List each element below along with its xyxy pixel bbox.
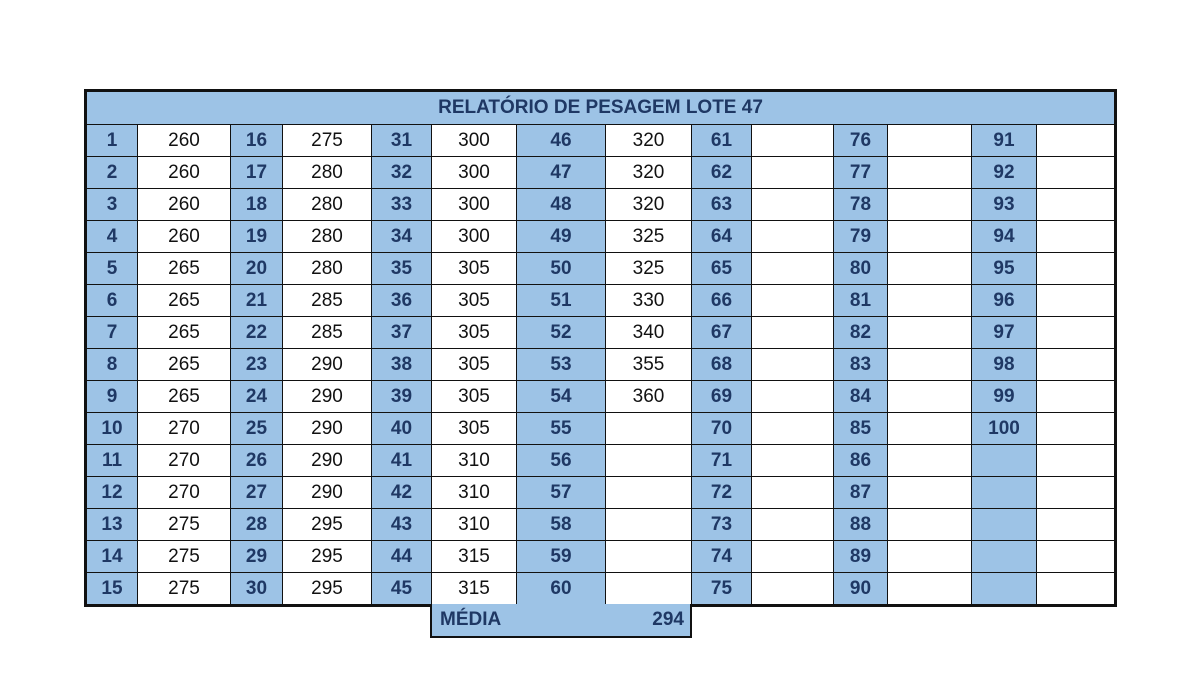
- animal-number-cell: 17: [231, 157, 283, 189]
- weight-cell: [888, 349, 972, 381]
- weight-cell: 310: [432, 445, 517, 477]
- table-row: [87, 349, 1115, 381]
- animal-number-cell: 71: [692, 445, 752, 477]
- animal-number-cell: 21: [231, 285, 283, 317]
- animal-number-cell: 87: [834, 477, 888, 509]
- weight-cell: 300: [432, 189, 517, 221]
- weight-cell: [1037, 541, 1115, 573]
- table-row: [87, 509, 1115, 541]
- weight-cell: 315: [432, 541, 517, 573]
- weight-cell: [888, 253, 972, 285]
- weight-cell: 310: [432, 477, 517, 509]
- table-row: [87, 573, 1115, 605]
- weight-cell: 305: [432, 317, 517, 349]
- animal-number-cell: 35: [372, 253, 432, 285]
- animal-number-cell: 26: [231, 445, 283, 477]
- table-row: [87, 477, 1115, 509]
- weight-cell: 265: [138, 381, 231, 413]
- animal-number-cell: 24: [231, 381, 283, 413]
- weight-cell: 270: [138, 413, 231, 445]
- animal-number-cell: 20: [231, 253, 283, 285]
- animal-number-cell: 10: [87, 413, 138, 445]
- weight-cell: 280: [283, 189, 372, 221]
- weight-cell: 290: [283, 381, 372, 413]
- animal-number-cell: 78: [834, 189, 888, 221]
- weight-cell: 280: [283, 221, 372, 253]
- animal-number-cell: 69: [692, 381, 752, 413]
- animal-number-cell: 41: [372, 445, 432, 477]
- average-label: MÉDIA: [440, 609, 502, 630]
- weight-cell: [752, 349, 834, 381]
- animal-number-cell: 64: [692, 221, 752, 253]
- weight-cell: 270: [138, 477, 231, 509]
- animal-number-cell: 89: [834, 541, 888, 573]
- animal-number-cell: 92: [972, 157, 1037, 189]
- weight-cell: [752, 413, 834, 445]
- weight-cell: [752, 509, 834, 541]
- weight-cell: 300: [432, 125, 517, 157]
- weight-cell: 315: [432, 573, 517, 605]
- weight-cell: 290: [283, 445, 372, 477]
- animal-number-cell: 62: [692, 157, 752, 189]
- animal-number-cell: 56: [517, 445, 606, 477]
- weight-cell: [1037, 253, 1115, 285]
- animal-number-cell: 39: [372, 381, 432, 413]
- animal-number-cell: 93: [972, 189, 1037, 221]
- animal-number-cell: 96: [972, 285, 1037, 317]
- animal-number-cell: 8: [87, 349, 138, 381]
- animal-number-cell: 91: [972, 125, 1037, 157]
- weight-cell: 305: [432, 285, 517, 317]
- weight-cell: [888, 477, 972, 509]
- weight-cell: [752, 125, 834, 157]
- animal-number-cell: [972, 445, 1037, 477]
- animal-number-cell: 74: [692, 541, 752, 573]
- weight-cell: [888, 541, 972, 573]
- animal-number-cell: 97: [972, 317, 1037, 349]
- animal-number-cell: 59: [517, 541, 606, 573]
- weight-cell: 275: [283, 125, 372, 157]
- animal-number-cell: 66: [692, 285, 752, 317]
- weight-cell: 265: [138, 349, 231, 381]
- animal-number-cell: 37: [372, 317, 432, 349]
- animal-number-cell: 9: [87, 381, 138, 413]
- weight-cell: 285: [283, 317, 372, 349]
- weight-cell: 295: [283, 541, 372, 573]
- animal-number-cell: 84: [834, 381, 888, 413]
- weight-cell: 290: [283, 349, 372, 381]
- animal-number-cell: 94: [972, 221, 1037, 253]
- animal-number-cell: 77: [834, 157, 888, 189]
- weight-cell: 260: [138, 157, 231, 189]
- weight-cell: [752, 285, 834, 317]
- animal-number-cell: 88: [834, 509, 888, 541]
- table-row: [87, 189, 1115, 221]
- animal-number-cell: 100: [972, 413, 1037, 445]
- table-row: [87, 381, 1115, 413]
- weight-cell: [888, 189, 972, 221]
- weight-cell: 280: [283, 253, 372, 285]
- weight-cell: [752, 541, 834, 573]
- table-row: [87, 413, 1115, 445]
- animal-number-cell: 81: [834, 285, 888, 317]
- animal-number-cell: 57: [517, 477, 606, 509]
- animal-number-cell: 98: [972, 349, 1037, 381]
- weight-cell: 320: [606, 157, 692, 189]
- weight-cell: [1037, 413, 1115, 445]
- weight-cell: [888, 509, 972, 541]
- animal-number-cell: 23: [231, 349, 283, 381]
- table-row: [87, 125, 1115, 157]
- animal-number-cell: 58: [517, 509, 606, 541]
- animal-number-cell: 68: [692, 349, 752, 381]
- animal-number-cell: 45: [372, 573, 432, 605]
- weight-cell: [606, 477, 692, 509]
- weight-cell: [1037, 509, 1115, 541]
- animal-number-cell: 55: [517, 413, 606, 445]
- animal-number-cell: 46: [517, 125, 606, 157]
- animal-number-cell: 63: [692, 189, 752, 221]
- animal-number-cell: 73: [692, 509, 752, 541]
- weight-cell: [752, 381, 834, 413]
- table-row: [87, 253, 1115, 285]
- weight-cell: 265: [138, 285, 231, 317]
- weight-cell: 260: [138, 221, 231, 253]
- animal-number-cell: [972, 509, 1037, 541]
- weight-cell: [888, 157, 972, 189]
- animal-number-cell: 60: [517, 573, 606, 605]
- table-row: [87, 445, 1115, 477]
- weight-cell: [1037, 445, 1115, 477]
- weight-cell: [752, 573, 834, 605]
- weight-cell: [888, 573, 972, 605]
- weight-cell: 275: [138, 573, 231, 605]
- animal-number-cell: 90: [834, 573, 888, 605]
- weight-cell: [1037, 125, 1115, 157]
- weight-cell: [888, 285, 972, 317]
- animal-number-cell: 48: [517, 189, 606, 221]
- animal-number-cell: 30: [231, 573, 283, 605]
- animal-number-cell: 36: [372, 285, 432, 317]
- weight-cell: 320: [606, 125, 692, 157]
- weight-cell: 340: [606, 317, 692, 349]
- animal-number-cell: [972, 573, 1037, 605]
- animal-number-cell: 25: [231, 413, 283, 445]
- animal-number-cell: 75: [692, 573, 752, 605]
- animal-number-cell: 99: [972, 381, 1037, 413]
- weight-cell: 330: [606, 285, 692, 317]
- weight-cell: 280: [283, 157, 372, 189]
- table-row: [87, 285, 1115, 317]
- weight-cell: 305: [432, 413, 517, 445]
- weight-cell: 305: [432, 253, 517, 285]
- animal-number-cell: 38: [372, 349, 432, 381]
- weight-cell: 295: [283, 509, 372, 541]
- animal-number-cell: 5: [87, 253, 138, 285]
- weight-cell: [752, 221, 834, 253]
- table-row: [87, 157, 1115, 189]
- animal-number-cell: 15: [87, 573, 138, 605]
- animal-number-cell: 42: [372, 477, 432, 509]
- weight-cell: 265: [138, 253, 231, 285]
- animal-number-cell: 67: [692, 317, 752, 349]
- animal-number-cell: 34: [372, 221, 432, 253]
- weight-cell: 355: [606, 349, 692, 381]
- animal-number-cell: 70: [692, 413, 752, 445]
- weight-cell: 290: [283, 413, 372, 445]
- animal-number-cell: 28: [231, 509, 283, 541]
- animal-number-cell: 52: [517, 317, 606, 349]
- average-value: 294: [652, 609, 684, 630]
- weight-cell: [1037, 221, 1115, 253]
- animal-number-cell: [972, 477, 1037, 509]
- weight-cell: [1037, 157, 1115, 189]
- animal-number-cell: 13: [87, 509, 138, 541]
- animal-number-cell: 11: [87, 445, 138, 477]
- weight-cell: [606, 573, 692, 605]
- animal-number-cell: 54: [517, 381, 606, 413]
- weight-cell: [1037, 285, 1115, 317]
- animal-number-cell: 85: [834, 413, 888, 445]
- report-title: RELATÓRIO DE PESAGEM LOTE 47: [87, 92, 1115, 125]
- animal-number-cell: 1: [87, 125, 138, 157]
- weight-cell: [888, 381, 972, 413]
- weight-cell: 260: [138, 189, 231, 221]
- weight-cell: 325: [606, 221, 692, 253]
- weight-cell: 310: [432, 509, 517, 541]
- weight-cell: 290: [283, 477, 372, 509]
- animal-number-cell: 95: [972, 253, 1037, 285]
- weight-cell: [752, 189, 834, 221]
- animal-number-cell: 53: [517, 349, 606, 381]
- weight-cell: [606, 541, 692, 573]
- animal-number-cell: [972, 541, 1037, 573]
- weight-cell: 260: [138, 125, 231, 157]
- weight-cell: [606, 413, 692, 445]
- weight-cell: 270: [138, 445, 231, 477]
- weight-cell: 295: [283, 573, 372, 605]
- animal-number-cell: 47: [517, 157, 606, 189]
- animal-number-cell: 3: [87, 189, 138, 221]
- weight-cell: [752, 253, 834, 285]
- animal-number-cell: 79: [834, 221, 888, 253]
- weight-cell: [888, 317, 972, 349]
- weight-cell: [1037, 317, 1115, 349]
- animal-number-cell: 40: [372, 413, 432, 445]
- weight-cell: [606, 445, 692, 477]
- animal-number-cell: 49: [517, 221, 606, 253]
- animal-number-cell: 4: [87, 221, 138, 253]
- weight-cell: [888, 445, 972, 477]
- animal-number-cell: 44: [372, 541, 432, 573]
- animal-number-cell: 19: [231, 221, 283, 253]
- animal-number-cell: 65: [692, 253, 752, 285]
- weight-cell: 285: [283, 285, 372, 317]
- animal-number-cell: 76: [834, 125, 888, 157]
- weight-cell: 275: [138, 541, 231, 573]
- animal-number-cell: 6: [87, 285, 138, 317]
- weight-cell: [1037, 381, 1115, 413]
- weight-cell: 265: [138, 317, 231, 349]
- animal-number-cell: 83: [834, 349, 888, 381]
- weight-cell: 325: [606, 253, 692, 285]
- weight-cell: [1037, 477, 1115, 509]
- weight-cell: [752, 157, 834, 189]
- weight-cell: [888, 125, 972, 157]
- animal-number-cell: 61: [692, 125, 752, 157]
- animal-number-cell: 33: [372, 189, 432, 221]
- animal-number-cell: 72: [692, 477, 752, 509]
- weight-cell: [1037, 189, 1115, 221]
- animal-number-cell: 29: [231, 541, 283, 573]
- weight-cell: [752, 477, 834, 509]
- weight-cell: 305: [432, 349, 517, 381]
- weight-cell: [1037, 573, 1115, 605]
- animal-number-cell: 27: [231, 477, 283, 509]
- animal-number-cell: 50: [517, 253, 606, 285]
- weight-cell: 300: [432, 221, 517, 253]
- weight-cell: [752, 317, 834, 349]
- animal-number-cell: 82: [834, 317, 888, 349]
- animal-number-cell: 51: [517, 285, 606, 317]
- weight-cell: [888, 413, 972, 445]
- weight-cell: 305: [432, 381, 517, 413]
- animal-number-cell: 80: [834, 253, 888, 285]
- weight-cell: 320: [606, 189, 692, 221]
- animal-number-cell: 2: [87, 157, 138, 189]
- animal-number-cell: 32: [372, 157, 432, 189]
- weighing-report-table: [84, 89, 1117, 607]
- weight-cell: [888, 221, 972, 253]
- animal-number-cell: 31: [372, 125, 432, 157]
- weight-cell: [752, 445, 834, 477]
- animal-number-cell: 7: [87, 317, 138, 349]
- weight-cell: 300: [432, 157, 517, 189]
- animal-number-cell: 14: [87, 541, 138, 573]
- table-row: [87, 221, 1115, 253]
- weight-cell: 360: [606, 381, 692, 413]
- weight-cell: [1037, 349, 1115, 381]
- animal-number-cell: 18: [231, 189, 283, 221]
- animal-number-cell: 12: [87, 477, 138, 509]
- animal-number-cell: 43: [372, 509, 432, 541]
- weight-cell: 275: [138, 509, 231, 541]
- animal-number-cell: 16: [231, 125, 283, 157]
- animal-number-cell: 22: [231, 317, 283, 349]
- animal-number-cell: 86: [834, 445, 888, 477]
- weight-cell: [606, 509, 692, 541]
- table-row: [87, 317, 1115, 349]
- table-row: [87, 541, 1115, 573]
- average-box: [430, 604, 692, 638]
